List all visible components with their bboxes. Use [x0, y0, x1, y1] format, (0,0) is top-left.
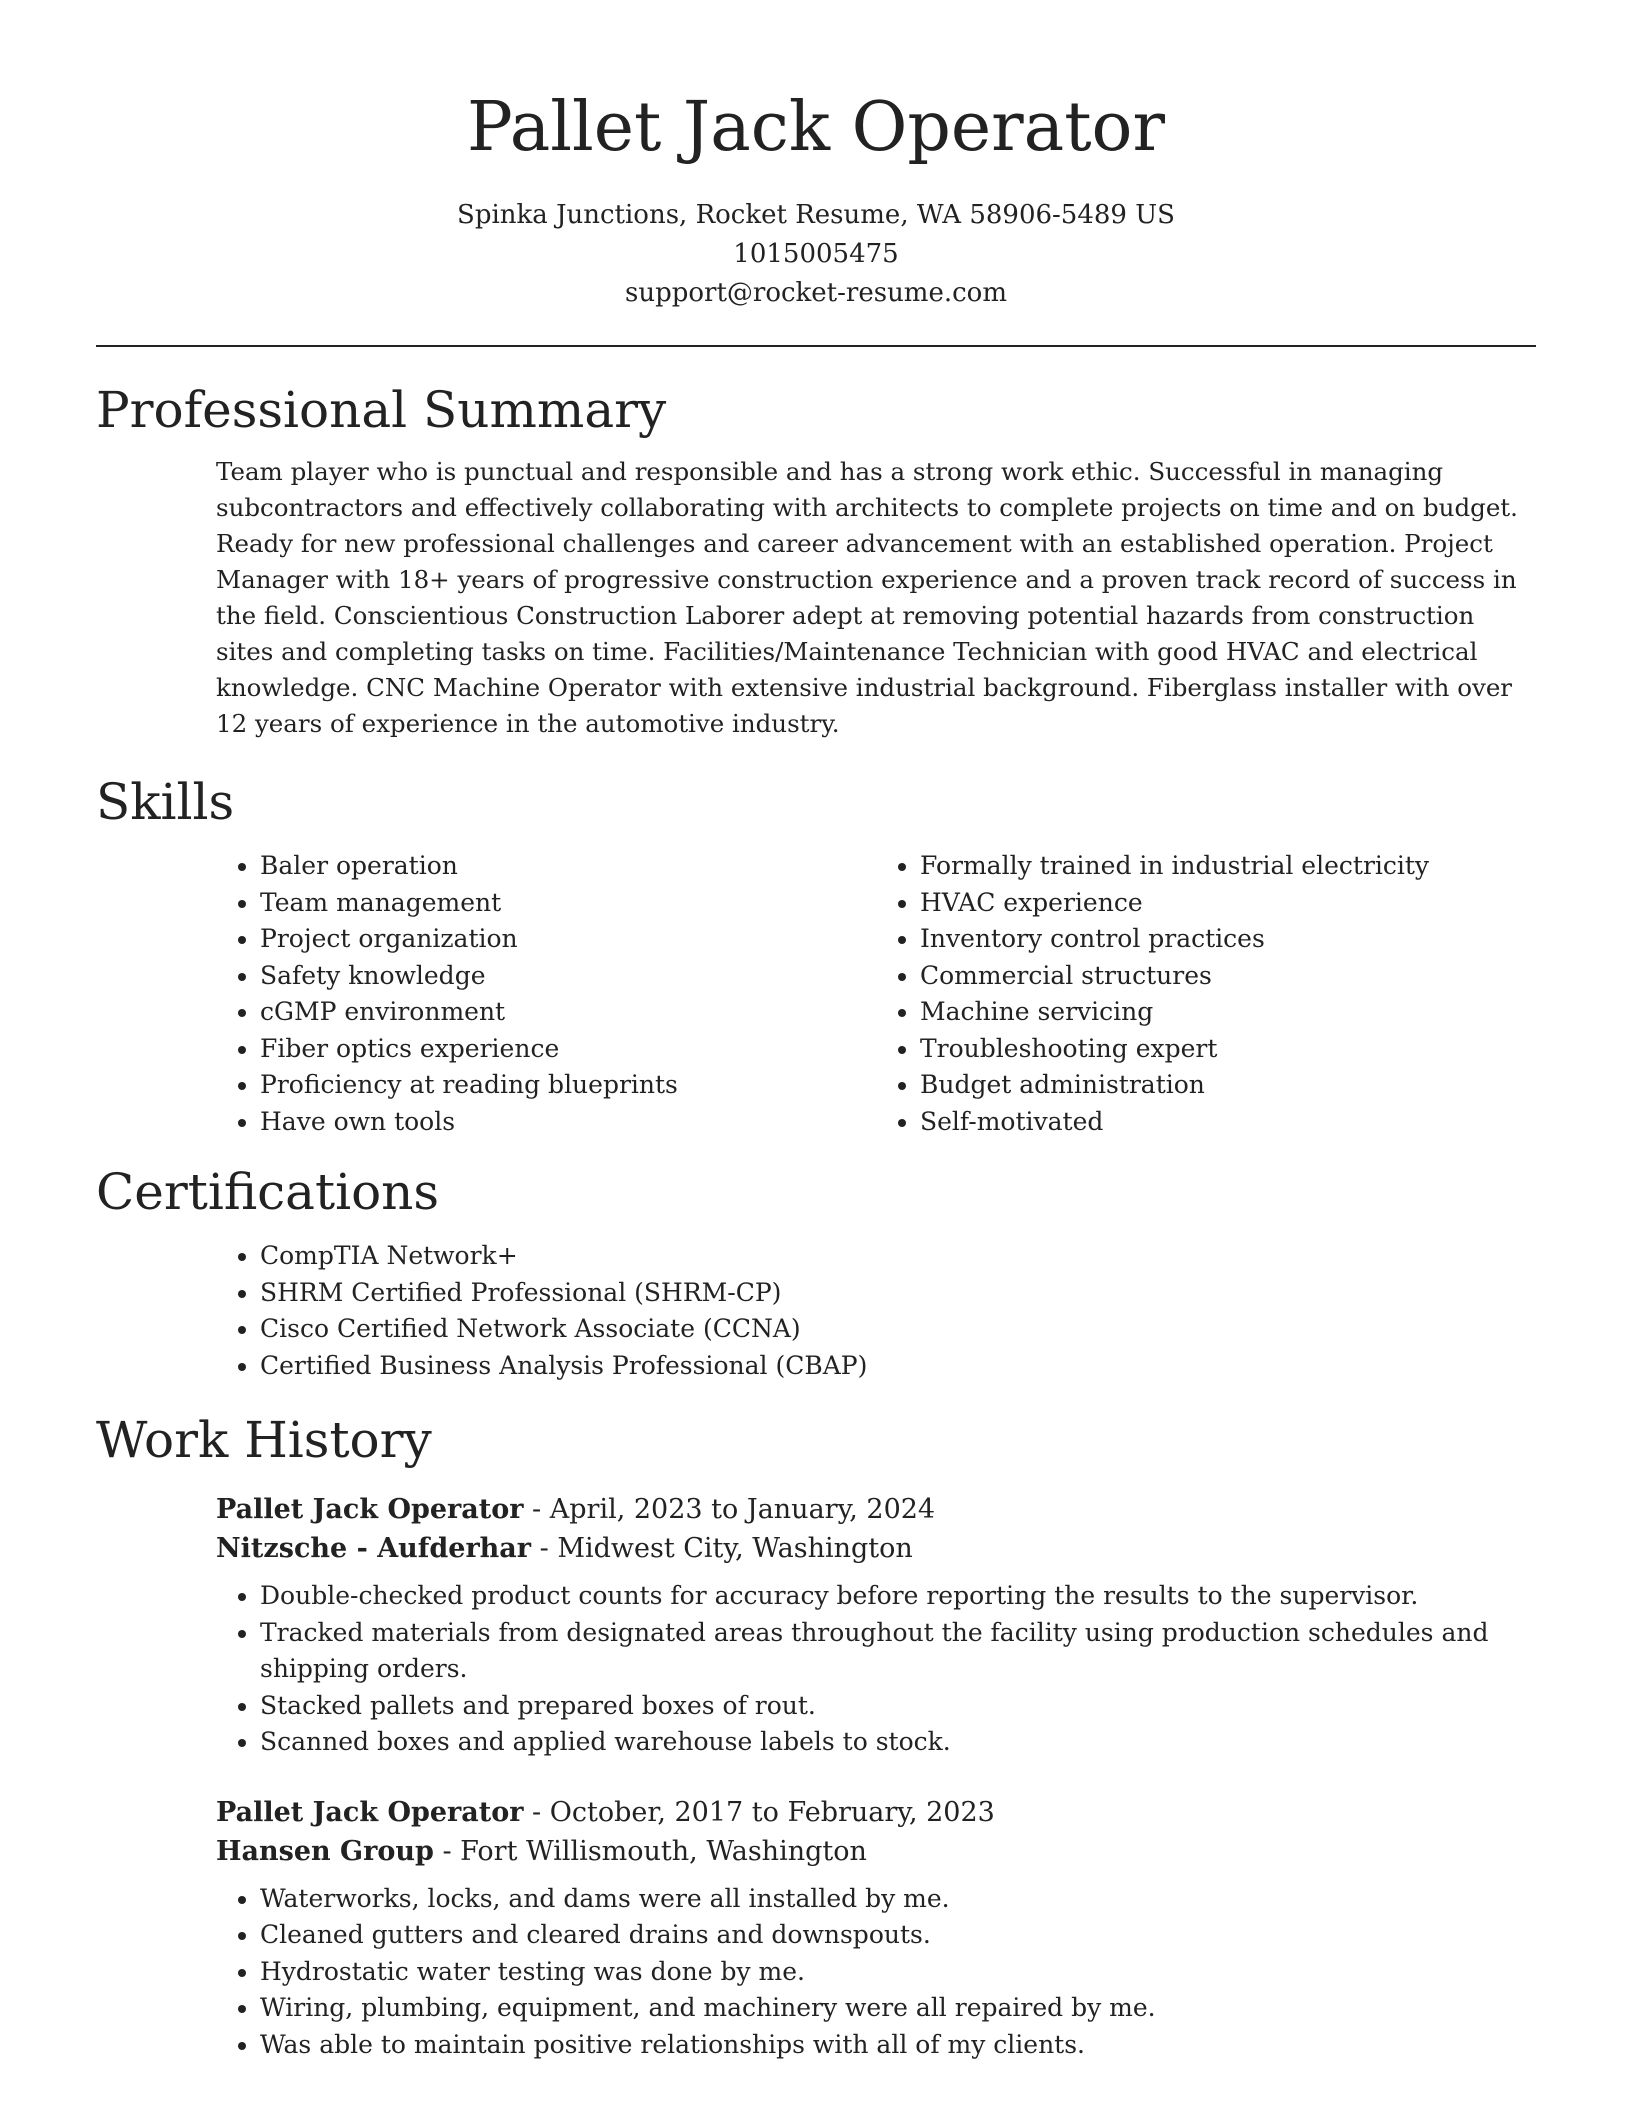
list-item: • Fiber optics experience	[260, 1031, 876, 1068]
job-location: - Midwest City, Washington	[531, 1533, 913, 1564]
list-item: • Scanned boxes and applied warehouse labels to stock.	[260, 1724, 1536, 1761]
summary-section	[96, 380, 1536, 742]
header-divider	[96, 345, 1536, 347]
list-item: • Proficiency at reading blueprints	[260, 1067, 876, 1104]
list-item: • Cisco Certified Network Associate (CCNA)	[260, 1311, 1536, 1348]
list-item: • Wiring, plumbing, equipment, and machinery were all repaired by me.	[260, 1990, 1536, 2027]
skills-grid	[216, 848, 1536, 1140]
list-item: • SHRM Certified Professional (SHRM-CP)	[260, 1275, 1536, 1312]
contact-block	[96, 196, 1536, 313]
skills-section	[96, 772, 1536, 1140]
list-item: • Inventory control practices	[920, 921, 1536, 958]
job-title: Pallet Jack Operator	[216, 1796, 524, 1828]
list-item: • Machine servicing	[920, 994, 1536, 1031]
job-company-line	[216, 1832, 1536, 1871]
summary-title: Professional Summary	[96, 381, 667, 439]
job-company: Nitzsche - Aufderhar	[216, 1533, 532, 1564]
resume-header	[96, 0, 1536, 347]
list-item: • Cleaned gutters and cleared drains and downspouts.	[260, 1917, 1536, 1954]
list-item: • Self-motivated	[920, 1104, 1536, 1141]
summary-text: Team player who is punctual and responsible and has a strong work ethic. Successful in managing subcontractors and effectively collaborating with architects to complete projects on time and on budget. Ready for new professional challenges and career advancement with an established operation. Project Manager with 18+ years of progressive construction experience and a proven track record of success in the field. Conscientious Construction Laborer adept at removing potential hazards from construction sites and completing tasks on time. Facilities/Maintenance Technician with good HVAC and electrical knowledge. CNC Machine Operator with extensive industrial background. Fiberglass installer with over 12 years of experience in the automotive industry.	[216, 457, 1518, 738]
list-item: • Was able to maintain positive relationships with all of my clients.	[260, 2027, 1536, 2064]
list-item: • Commercial structures	[920, 958, 1536, 995]
list-item: • Waterworks, locks, and dams were all installed by me.	[260, 1881, 1536, 1918]
list-item: • Baler operation	[260, 848, 876, 885]
list-item: • Hydrostatic water testing was done by me.	[260, 1954, 1536, 1991]
job-location: - Fort Willismouth, Washington	[433, 1835, 867, 1867]
work-history-section	[96, 1410, 1536, 2063]
job-bullets	[216, 1578, 1536, 1761]
list-item: • Double-checked product counts for accuracy before reporting the results to the supervisor.	[260, 1578, 1536, 1615]
list-item: • Tracked materials from designated areas throughout the facility using production schedules and shipping orders.	[260, 1615, 1536, 1688]
certifications-title: Certifications	[96, 1163, 440, 1221]
list-item: • Safety knowledge	[260, 958, 876, 995]
job-title: Pallet Jack Operator	[216, 1494, 524, 1525]
work-history-title: Work History	[96, 1411, 432, 1469]
phone: 1015005475	[733, 239, 899, 269]
certifications-section	[96, 1162, 1536, 1384]
list-item: • CompTIA Network+	[260, 1238, 1536, 1275]
job-dates: - October, 2017 to February, 2023	[523, 1796, 995, 1828]
job-title-line	[216, 1793, 1536, 1832]
skills-title: Skills	[96, 773, 235, 831]
candidate-name: Pallet Jack Operator	[467, 88, 1165, 167]
job-company-line	[216, 1529, 1536, 1568]
list-item: • Formally trained in industrial electricity	[920, 848, 1536, 885]
list-item: • Have own tools	[260, 1104, 876, 1141]
list-item: • Certified Business Analysis Professional (CBAP)	[260, 1348, 1536, 1385]
list-item: • HVAC experience	[920, 885, 1536, 922]
list-item: • cGMP environment	[260, 994, 876, 1031]
job-bullets	[216, 1881, 1536, 2064]
certifications-list	[216, 1238, 1536, 1384]
skills-list-left	[216, 848, 876, 1140]
address: Spinka Junctions, Rocket Resume, WA 58906-5489 US	[457, 200, 1175, 230]
job-company: Hansen Group	[216, 1835, 434, 1867]
skills-list-right	[876, 848, 1536, 1140]
list-item: • Budget administration	[920, 1067, 1536, 1104]
list-item: • Stacked pallets and prepared boxes of rout.	[260, 1688, 1536, 1725]
email: support@rocket-resume.com	[624, 278, 1007, 308]
list-item: • Team management	[260, 885, 876, 922]
list-item: • Troubleshooting expert	[920, 1031, 1536, 1068]
job-entry	[96, 1793, 1536, 2064]
job-dates: - April, 2023 to January, 2024	[523, 1494, 936, 1525]
list-item: • Project organization	[260, 921, 876, 958]
job-entry	[96, 1490, 1536, 1761]
job-title-line	[216, 1490, 1536, 1529]
